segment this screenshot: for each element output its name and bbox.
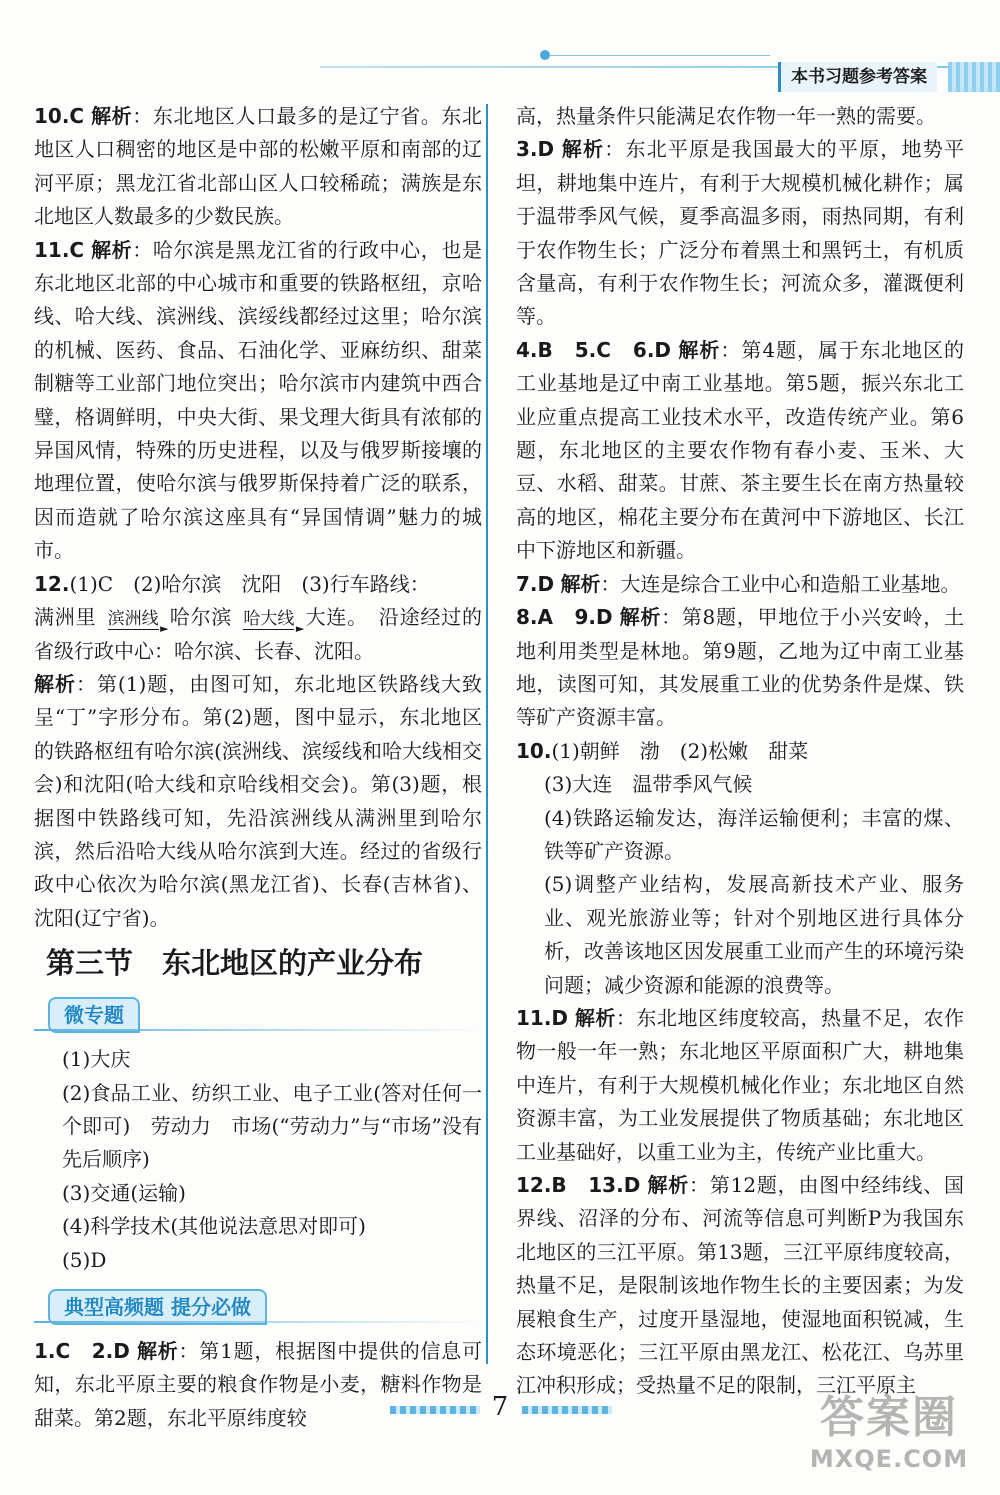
right-column <box>516 100 964 1403</box>
header-stripe <box>948 62 1000 92</box>
rail-line-label: 滨洲线 ► <box>108 609 159 630</box>
answer-number: 12.B 13.D <box>516 1173 641 1197</box>
analysis-label: 解析 <box>619 605 662 630</box>
route-start: 满洲里 <box>34 605 97 630</box>
analysis-label: 解析 <box>34 671 76 696</box>
footer-decoration-right <box>522 1406 612 1414</box>
route-arrow-1 <box>104 609 163 630</box>
answer-subitem: (5)调整产业结构，发展高新技术产业、服务业、观光旅游业等；针对个别地区进行具体分析，改善该地区因发展重工业而产生的环境污染问题；减少资源和能源的浪费等。 <box>544 872 964 997</box>
analysis-label: 解析 <box>561 137 605 162</box>
answer-12 <box>34 568 482 935</box>
answer-10 <box>516 735 964 1002</box>
left-column <box>34 100 482 1435</box>
answer-8-9 <box>516 601 964 735</box>
analysis-label: 解析 <box>560 571 601 596</box>
micro-answer: (1)大庆 <box>62 1047 131 1072</box>
answer-number: 11.C <box>34 237 85 262</box>
high-frequency-heading <box>34 1283 482 1329</box>
answer-2-continued <box>516 100 964 133</box>
answer-text: ：大连是综合工业中心和造船工业基地。 <box>600 571 961 596</box>
analysis-label: 解析 <box>574 1005 616 1030</box>
micro-answer: (4)科学技术(其他说法意思对即可) <box>62 1214 366 1239</box>
answer-11 <box>516 1002 964 1169</box>
micro-answer: (3)交通(运输) <box>62 1180 186 1205</box>
answer-text: (1)C (2)哈尔滨 沈阳 (3)行车路线： <box>69 571 430 596</box>
answer-text: ：第8题，甲地位于小兴安岭，土地利用类型是林地。第9题，乙地为辽中南工业基地，读图可知，其发展重工业的优势条件是煤、铁等矿产资源丰富。 <box>516 605 964 730</box>
answer-number: 1.C 2.D <box>34 1339 130 1363</box>
watermark-text: 答案圈 <box>820 1392 958 1443</box>
micro-topic-heading <box>34 991 482 1037</box>
header-label: 本书习题参考答案 <box>778 62 937 92</box>
answer-subitem: (3)大连 温带季风气候 <box>544 772 753 797</box>
answer-1-2 <box>34 1335 482 1435</box>
analysis-label: 解析 <box>136 1339 179 1363</box>
route-arrow-2 <box>239 609 298 630</box>
route-end: 大连。 沿途经过的省级行政中心：哈尔滨、长春、沈阳。 <box>34 605 483 663</box>
page-number: 7 <box>491 1392 509 1422</box>
micro-topic-answers <box>34 1043 482 1277</box>
watermark-url: MXQE.COM <box>809 1445 969 1473</box>
analysis-label: 解析 <box>91 237 133 262</box>
answer-text: ：东北地区人口最多的是辽宁省。东北地区人口稠密的地区是中部的松嫩平原和南部的辽河平原；黑龙江省北部山区人口较稀疏；满族是东北地区人数最多的少数民族。 <box>34 104 483 229</box>
footer-decoration-left <box>390 1406 480 1414</box>
micro-answer: (5)D <box>62 1247 107 1272</box>
answer-3 <box>516 133 964 333</box>
route-mid: 哈尔滨 <box>169 605 233 630</box>
answer-text: ：第1题，根据图中提供的信息可知，东北平原主要的粮食作物是小麦，糖料作物是甜菜。第2题，东北平原纬度较 <box>34 1339 483 1430</box>
answer-10 <box>34 100 482 234</box>
answer-number: 11.D <box>516 1005 569 1030</box>
answer-text: 高，热量条件只能满足农作物一年一熟的需要。 <box>516 104 936 128</box>
header-rule-thin <box>550 55 770 56</box>
analysis-label: 解析 <box>91 104 133 128</box>
answer-text: ：第12题，由图中经纬线、国界线、沼泽的分布、河流等信息可判断P为我国东北地区的三江平原。第13题，三江平原纬度较高，热量不足，是限制该地作物生长的主要因素；为发展粮食生产，过度开垦湿地，使湿地面积锐减，生态环境恶化；三江平原由黑龙江、松花江、乌苏里江冲积形成；受热量不足的限制，三江平原主 <box>516 1173 965 1398</box>
micro-answer: (2)食品工业、纺织工业、电子工业(答对任何一个即可) 劳动力 市场(“劳动力”与“市场”没有先后顺序) <box>62 1080 482 1172</box>
answer-number: 8.A 9.D <box>516 605 613 630</box>
answer-text: (1)朝鲜 渤 (2)松嫩 甜菜 <box>551 738 809 763</box>
answer-7 <box>516 568 964 601</box>
tag-underline <box>34 1029 482 1031</box>
analysis-label: 解析 <box>678 337 721 362</box>
answer-number: 4.B 5.C 6.D <box>516 337 672 362</box>
answer-text: ：哈尔滨是黑龙江省的行政中心，也是东北地区北部的中心城市和重要的铁路枢纽，京哈线、哈大线、滨洲线、滨绥线都经过这里；哈尔滨的机械、医药、食品、石油化学、亚麻纺织、甜菜制糖等工业部门地位突出；哈尔滨市内建筑中西合璧，格调鲜明，中央大街、果戈理大街具有浓郁的异国风情，特殊的历史进程，以及与俄罗斯接壤的地理位置，使哈尔滨与俄罗斯保持着广泛的联系，因而造就了哈尔滨这座具有“异国情调”魅力的城市。 <box>34 237 483 563</box>
header-dot <box>540 50 550 60</box>
analysis-label: 解析 <box>647 1173 690 1197</box>
answer-text: ：东北地区纬度较高，热量不足，农作物一般一年一熟；东北地区平原面积广大，耕地集中连片，有利于大规模机械化作业；东北地区自然资源丰富，为工业发展提供了物质基础；东北地区工业基础好，以重工业为主，传统产业比重大。 <box>516 1005 965 1164</box>
answer-number: 10.C <box>34 104 85 128</box>
answer-11 <box>34 234 482 568</box>
micro-topic-tag: 微专题 <box>48 997 140 1033</box>
answer-number: 10. <box>516 738 552 763</box>
rail-line-label: 哈大线 ► <box>243 609 294 630</box>
answer-text: ：第(1)题，由图可知，东北地区铁路线大致呈“丁”字形分布。第(2)题，图中显示，东北地区的铁路枢纽有哈尔滨(滨洲线、滨绥线和哈大线相交会)和沈阳(哈大线和京哈线相交会)。第(3)题，根据图中铁路线可知，先沿滨洲线从满洲里到哈尔滨，然后沿哈大线从哈尔滨到大连。经过的省级行政中心依次为哈尔滨(黑龙江省)、长春(吉林省)、沈阳(辽宁省)。 <box>34 671 482 930</box>
high-frequency-tag: 典型高频题 提分必做 <box>48 1289 267 1325</box>
answer-number: 7.D <box>516 571 555 596</box>
answer-text: ：第4题，属于东北地区的工业基地是辽中南工业基地。第5题，振兴东北工业应重点提高工业技术水平，改造传统产业。第6题，东北地区的主要农作物有春小麦、玉米、大豆、水稻、甜菜。甘蔗、茶主要生长在南方热量较高的地区，棉花主要分布在黄河中下游地区、长江中下游地区和新疆。 <box>516 337 964 563</box>
answer-subitem: (4)铁路运输发达，海洋运输便利；丰富的煤、铁等矿产资源。 <box>544 805 964 863</box>
column-divider <box>486 104 488 1364</box>
answer-12-13 <box>516 1169 964 1403</box>
answer-4-6 <box>516 334 964 568</box>
answer-number: 12. <box>34 571 70 596</box>
tag-underline <box>34 1321 482 1323</box>
section-title: 第三节 东北地区的产业分布 <box>46 946 424 981</box>
watermark-logo <box>794 1381 984 1473</box>
answer-text: ：东北平原是我国最大的平原，地势平坦，耕地集中连片，有利于大规模机械化耕作；属于温带季风气候，夏季高温多雨，雨热同期，有利于农作物生长；广泛分布着黑土和黑钙土，有机质含量高，有利于农作物生长；河流众多，灌溉便利等。 <box>516 137 965 329</box>
answer-number: 3.D <box>516 137 555 162</box>
